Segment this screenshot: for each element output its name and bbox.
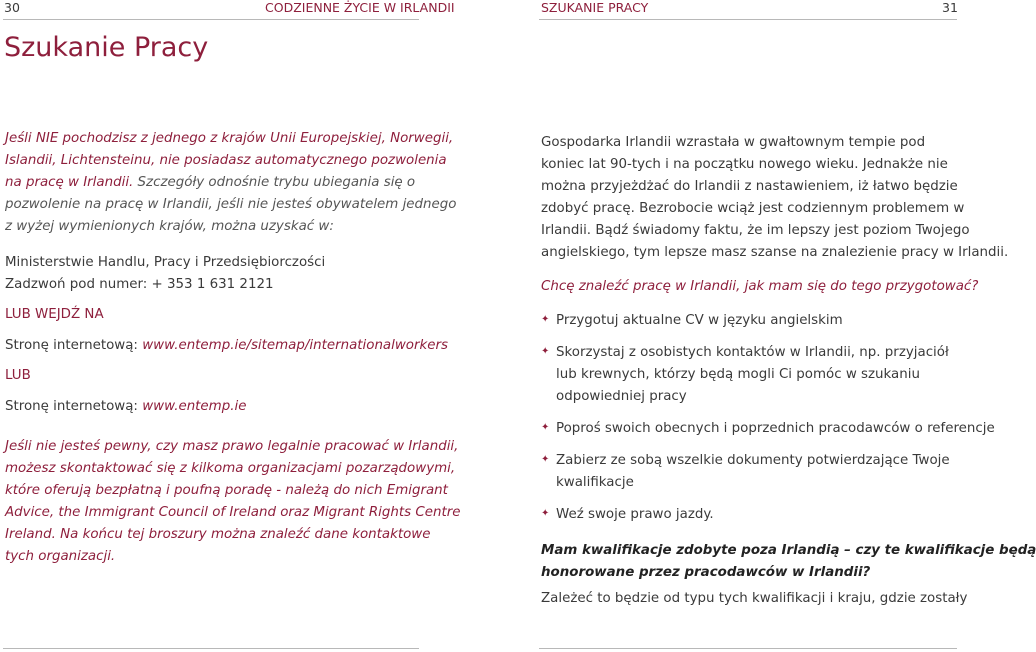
website-link[interactable]: www.entemp.ie/sitemap/internationalworkers [142,338,448,353]
footer-rule-left [3,648,419,649]
intro-line: pozwolenie na pracę w Irlandii, jeśli nie jesteś obywatelem jednego [5,197,457,212]
header-rule-left [3,19,419,20]
bullet-icon: ✦ [541,422,550,433]
left-page-number: 30 [4,0,20,15]
bullet-item [541,418,995,440]
outro-line: tych organizacji. [5,549,116,564]
bullet-text: Poproś swoich obecnych i poprzednich pracodawców o referencje [556,421,995,436]
outro-line: które oferują bezpłatną i poufną poradę - należą do nich Emigrant [5,483,448,498]
website-prefix: Stronę internetową: [5,399,143,414]
outro-line: Ireland. [5,527,61,542]
bullet-item [541,310,959,332]
outro-line: Advice, the Immigrant Council of Ireland oraz Migrant Rights Centre [5,505,461,520]
or-visit-label: LUB WEJDŹ NA [5,307,104,322]
body-line: angielskiego, tym lepsze masz szanse na znalezienie pracy w Irlandii. [541,245,1009,260]
or-label: LUB [5,368,31,383]
left-column [5,128,461,568]
intro-paragraph [5,128,457,238]
right-column [541,132,1036,610]
left-running-header: CODZIENNE ŻYCIE W IRLANDII [265,0,455,15]
bullet-text: Weź swoje prawo jazdy. [556,507,714,522]
bullet-item [541,450,959,494]
intro-line: Szczegóły odnośnie trybu ubiegania się o [137,175,416,190]
bullet-text: lub krewnych, którzy będą mogli Ci pomóc w szukaniu [556,367,920,382]
bullet-text: kwalifikacje [556,475,634,490]
bullet-icon: ✦ [541,314,550,325]
bullet-icon: ✦ [541,508,550,519]
body-line: koniec lat 90-tych i na początku nowego wieku. Jednakże nie [541,157,948,172]
intro-line: z wyżej wymienionych krajów, można uzyskać w: [5,219,334,234]
question-line: honorowane przez pracodawców w Irlandii? [541,565,871,580]
question-heading: Chcę znaleźć pracę w Irlandii, jak mam się do tego przygotować? [541,279,979,294]
right-running-header: SZUKANIE PRACY [541,0,649,15]
footer-rule-right [539,648,957,649]
bullet-icon: ✦ [541,454,550,465]
right-page-number: 31 [942,0,958,15]
qualifications-question [541,540,1036,584]
bullet-text: Zabierz ze sobą wszelkie dokumenty potwierdzające Twoje [556,453,950,468]
bullet-text: Przygotuj aktualne CV w języku angielskim [556,313,843,328]
intro-line: na pracę w Irlandii. [5,175,138,190]
outro-paragraph [5,436,461,568]
body-line: Gospodarka Irlandii wzrastała w gwałtownym tempie pod [541,135,926,150]
body-line: zdobyć pracę. Bezrobocie wciąż jest codziennym problemem w [541,201,965,216]
question-line: Mam kwalifikacje zdobyte poza Irlandią – czy te kwalifikacje będą [541,543,1036,558]
answer-line: Zależeć to będzie od typu tych kwalifikacji i kraju, gdzie zostały [541,591,968,606]
website-link[interactable]: www.entemp.ie [142,399,247,414]
outro-line: Na końcu tej broszury można znaleźć dane kontaktowe [60,527,431,542]
bullet-text: odpowiedniej pracy [556,389,687,404]
phone-number: Zadzwoń pod numer: + 353 1 631 2121 [5,277,274,292]
bullet-item [541,504,959,526]
website-prefix: Stronę internetową: [5,338,143,353]
bullet-item [541,342,959,408]
intro-line: Islandii, Lichtensteinu, nie posiadasz automatycznego pozwolenia [5,153,447,168]
header-rule-right [539,19,957,20]
body-line: można przyjeżdżać do Irlandii z nastawieniem, iż łatwo będzie [541,179,958,194]
page-title: Szukanie Pracy [4,32,209,63]
ministry-name: Ministerstwie Handlu, Pracy i Przedsiębiorczości [5,255,326,270]
bullet-text: Skorzystaj z osobistych kontaktów w Irlandii, np. przyjaciół [556,345,949,360]
outro-line: Jeśli nie jesteś pewny, czy masz prawo legalnie pracować w Irlandii, [5,439,459,454]
intro-paragraph [541,132,1009,264]
body-line: Irlandii. Bądź świadomy faktu, że im lepszy jest poziom Twojego [541,223,970,238]
bullet-icon: ✦ [541,346,550,357]
outro-line: możesz skontaktować się z kilkoma organizacjami pozarządowymi, [5,461,456,476]
intro-line: Jeśli NIE pochodzisz z jednego z krajów Unii Europejskiej, Norwegii, [5,131,454,146]
